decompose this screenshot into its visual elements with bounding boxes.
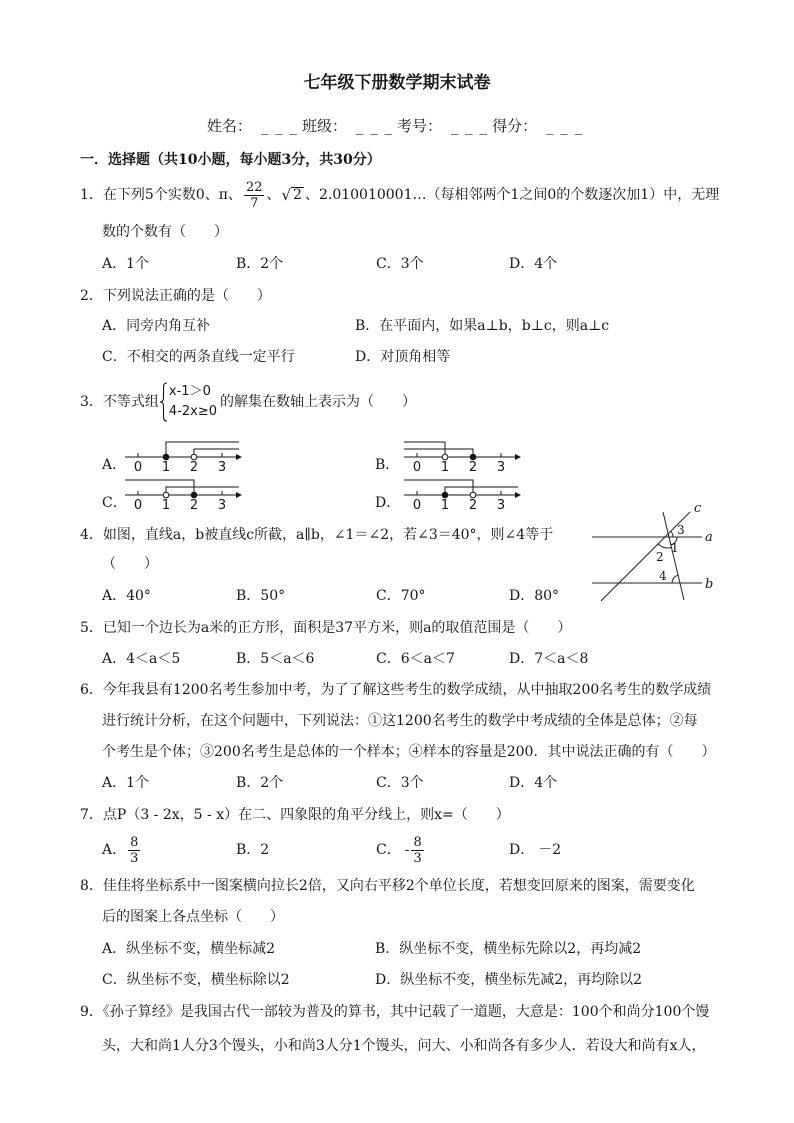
q9-stem-line2: 头，大和尚1人分3个馒头，小和尚3人分1个馒头，问大、小和尚各有多少人．若设大和尚有x人， <box>102 1038 706 1054</box>
q7-stem: 7．点P（3 - 2x，5 - x）在二、四象限的角平分线上，则x=（ ） <box>80 807 510 823</box>
q7-option-c <box>376 830 426 870</box>
angle-2-label: 2 <box>656 550 664 564</box>
q4-option-c: C．70° <box>376 588 426 604</box>
left-brace <box>159 382 168 422</box>
closed-endpoint <box>191 492 197 498</box>
q6-stem-line1: 6．今年我县有1200名考生参加中考，为了了解这些考生的数学成绩，从中抽取200名考生的数学成绩 <box>80 682 712 698</box>
fraction <box>244 180 265 211</box>
tick-label: 3 <box>496 460 506 475</box>
angle-3-arc <box>671 531 673 537</box>
tick-label: 1 <box>161 498 171 513</box>
minus-sign: - <box>404 842 410 858</box>
q1-option-b: B．2个 <box>236 256 284 272</box>
angle-4-label: 4 <box>659 569 667 583</box>
q5-option-c: C．6＜a＜7 <box>376 651 455 667</box>
angle-2-arc <box>658 544 671 548</box>
solution-ray <box>404 480 473 492</box>
q7-option-b <box>236 830 269 870</box>
axis-arrow-icon <box>515 454 521 460</box>
q3-option-c-label: C． <box>102 495 127 511</box>
fraction-numerator: 22 <box>245 179 263 195</box>
q7-option-d-value: －2 <box>538 842 562 858</box>
solution-ray <box>166 442 239 454</box>
q6-stem-line2: 进行统计分析，在这个问题中，下列说法：①这1200名考生的数学中考成绩的全体是总体；②每 <box>102 713 698 729</box>
exam-no-blank: _ _ _ <box>451 117 489 135</box>
class-blank: _ _ _ <box>355 117 393 135</box>
q3-option-d-label: D． <box>375 495 401 511</box>
tick-label: 3 <box>217 460 227 475</box>
fraction-numerator: 8 <box>413 834 422 850</box>
axis-arrow-icon <box>515 492 521 498</box>
tick-label: 3 <box>217 498 227 513</box>
q6-stem-line3: 个考生是个体；③200名考生是总体的一个样本；④样本的容量是200．其中说法正确的有（ ） <box>102 744 716 760</box>
closed-endpoint <box>442 492 448 498</box>
inequality-2: 4-2x≥0 <box>168 404 218 419</box>
line-c-label: c <box>694 501 702 516</box>
open-endpoint <box>163 492 169 498</box>
solution-ray <box>194 449 239 454</box>
page-title: 七年级下册数学期末试卷 <box>303 73 491 93</box>
tick-label: 1 <box>440 460 450 475</box>
fraction-numerator: 8 <box>130 834 139 850</box>
q3-option-d-number-line <box>401 470 523 512</box>
open-endpoint <box>442 454 448 460</box>
name-blank: _ _ _ <box>260 117 298 135</box>
axis-arrow-icon <box>236 454 242 460</box>
q3-text-pre: 3．不等式组 <box>80 394 159 410</box>
q8-option-b: B．纵坐标不变，横坐标先除以2，再均减2 <box>375 941 642 957</box>
student-info-line <box>0 115 794 137</box>
q4-parallel-lines-figure <box>588 500 718 605</box>
tick-label: 2 <box>468 498 478 513</box>
q5-option-d: D．7＜a＜8 <box>509 651 589 667</box>
inequality-system <box>169 382 217 422</box>
q7-option-c-label: C． <box>376 842 401 858</box>
radicand: 2 <box>293 187 302 203</box>
tick-label: 3 <box>496 498 506 513</box>
q6-option-c: C．3个 <box>376 775 424 791</box>
fraction-denominator: 3 <box>130 850 139 866</box>
q7-option-d-label: D． <box>509 842 535 858</box>
tick-label: 2 <box>189 498 199 513</box>
tick-label: 0 <box>412 460 422 475</box>
q4-stem-line1: 4．如图，直线a，b被直线c所截，a∥b，∠1＝∠2，若∠3＝40°，则∠4等于 <box>80 527 554 543</box>
q1-text-post: 、2.010010001…（每相邻两个1之间0的个数逐次加1）中，无理 <box>304 187 720 203</box>
tick-label: 0 <box>412 498 422 513</box>
q8-option-a: A．纵坐标不变，横坐标减2 <box>102 941 276 957</box>
angle-4-arc <box>672 575 678 583</box>
solution-ray <box>166 487 239 492</box>
q7-option-b-value: 2 <box>260 842 270 858</box>
q3-option-a-label: A． <box>102 457 127 473</box>
angle-1-label: 1 <box>671 541 679 555</box>
line-a-label: a <box>705 530 713 545</box>
q4-stem-line2: （ ） <box>102 556 158 572</box>
q1-text-pre: 1．在下列5个实数0、π、 <box>80 187 242 203</box>
line-b-label: b <box>705 577 714 592</box>
closed-endpoint <box>470 454 476 460</box>
tick-label: 0 <box>133 498 143 513</box>
q5-option-a: A．4＜a＜5 <box>102 651 181 667</box>
score-label: 得分： <box>492 117 538 135</box>
tick-label: 1 <box>440 498 450 513</box>
q8-stem-line2: 后的图案上各点坐标（ ） <box>102 909 284 925</box>
closed-endpoint <box>163 454 169 460</box>
q7-option-d <box>509 830 561 870</box>
q3-option-b-label: B． <box>375 457 400 473</box>
q3-stem <box>80 380 416 424</box>
inequality-1: x-1＞0 <box>168 384 211 399</box>
q4-option-b: B．50° <box>236 588 286 604</box>
fraction <box>128 835 140 866</box>
q7-option-b-label: B． <box>236 842 261 858</box>
q9-stem-line1: 9．《孙子算经》是我国古代一部较为普及的算书，其中记载了一道题，大意是：100个和尚分100个馒 <box>80 1004 710 1020</box>
q6-option-b: B．2个 <box>236 775 284 791</box>
section-heading: 一．选择题（共10小题，每小题3分，共30分） <box>80 152 381 168</box>
score-blank: _ _ _ <box>546 117 584 135</box>
q1-option-a: A．1个 <box>102 256 150 272</box>
angle-3-label: 3 <box>677 523 685 537</box>
q1-option-d: D．4个 <box>509 256 558 272</box>
q3-option-b-number-line <box>401 432 523 474</box>
q8-stem-line1: 8．佳佳将坐标系中一图案横向拉长2倍，又向右平移2个单位长度，若想变回原来的图案，需要变化 <box>80 878 695 894</box>
q1-stem-line2: 数的个数有（ ） <box>102 224 228 240</box>
solution-ray <box>445 487 518 492</box>
tick-label: 2 <box>468 460 478 475</box>
class-label: 班级： <box>301 117 347 135</box>
q2-option-d: D．对顶角相等 <box>355 349 451 365</box>
q6-option-d: D．4个 <box>509 775 558 791</box>
solution-ray <box>404 442 445 454</box>
exam-no-label: 考号： <box>397 117 443 135</box>
q6-option-a: A．1个 <box>102 775 150 791</box>
q1-separator: 、 <box>266 187 281 203</box>
q8-option-c: C．纵坐标不变，横坐标除以2 <box>102 972 290 988</box>
q4-option-d: D．80° <box>509 588 560 604</box>
fraction-denominator: 7 <box>250 195 259 211</box>
q1-option-c: C．3个 <box>376 256 424 272</box>
solution-ray <box>125 480 194 492</box>
tick-label: 2 <box>189 460 199 475</box>
tick-label: 0 <box>133 460 143 475</box>
q2-option-a: A．同旁内角互补 <box>102 318 211 334</box>
q1-stem-line1 <box>80 175 719 215</box>
solution-ray <box>404 449 473 454</box>
q7-option-a <box>102 830 142 870</box>
q8-option-d: D．纵坐标不变，横坐标先减2，再均除以2 <box>375 972 643 988</box>
radical-sign: √ <box>281 186 292 204</box>
name-label: 姓名： <box>206 117 252 135</box>
tick-label: 1 <box>161 460 171 475</box>
square-root <box>281 186 303 204</box>
q3-option-a-number-line <box>122 432 244 474</box>
fraction <box>411 835 423 866</box>
q2-stem: 2．下列说法正确的是（ ） <box>80 288 271 304</box>
q2-option-c: C．不相交的两条直线一定平行 <box>102 349 295 365</box>
fraction-denominator: 3 <box>413 850 422 866</box>
open-endpoint <box>191 454 197 460</box>
open-endpoint <box>470 492 476 498</box>
q3-option-c-number-line <box>122 470 244 512</box>
q3-text-post: 的解集在数轴上表示为（ ） <box>220 394 417 410</box>
q5-stem: 5．已知一个边长为a米的正方形，面积是37平方米，则a的取值范围是（ ） <box>80 620 572 636</box>
axis-arrow-icon <box>236 492 242 498</box>
q5-option-b: B．5＜a＜6 <box>236 651 315 667</box>
q2-option-b: B．在平面内，如果a⊥b，b⊥c，则a⊥c <box>355 318 610 334</box>
q4-option-a: A．40° <box>102 588 151 604</box>
q7-option-a-label: A． <box>102 842 127 858</box>
